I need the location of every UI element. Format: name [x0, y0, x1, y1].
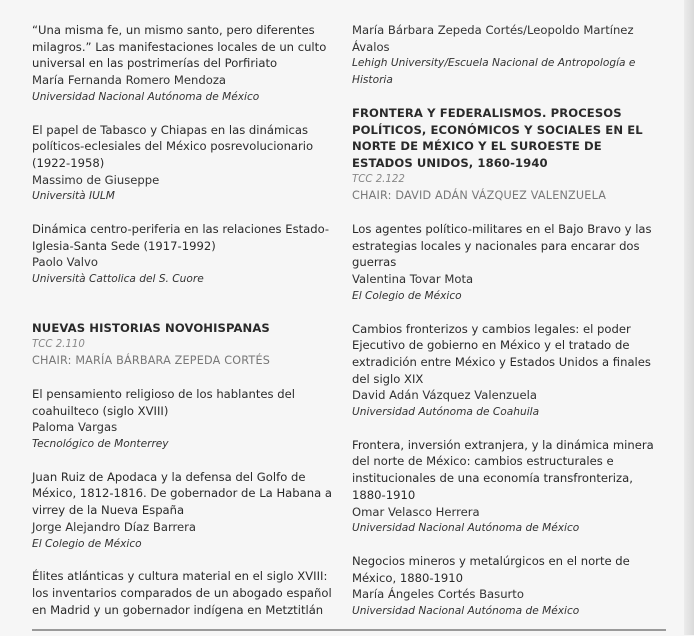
paper-author: Jorge Alejandro Díaz Barrera — [32, 519, 197, 534]
paper-entry — [32, 568, 337, 618]
left-column — [32, 22, 337, 634]
paper-author: Omar Velasco Herrera — [352, 504, 480, 519]
session-chair: CHAIR: MARÍA BÁRBARA ZEPEDA CORTÉS — [32, 354, 271, 368]
paper-author: María Ángeles Cortés Basurto — [352, 587, 524, 602]
paper-title: Negocios mineros y metalúrgicos en el norte de México, 1880-1910 — [352, 553, 630, 585]
paper-author: Paolo Valvo — [32, 255, 98, 270]
session-chair: CHAIR: DAVID ADÁN VÁZQUEZ VALENZUELA — [352, 189, 607, 203]
session-heading: FRONTERA Y FEDERALISMOS. PROCESOS POLÍTICOS, ECONÓMICOS Y SOCIALES EN EL NORTE DE MÉXICO Y EL SUROESTE DE ESTADOS UNIDOS, 1860-1940 — [352, 105, 643, 170]
paper-institution: Lehigh University/Escuela Nacional de Antropología e Historia — [352, 57, 636, 87]
paper-entry — [352, 221, 662, 305]
paper-institution: Universidad Nacional Autónoma de México — [352, 605, 580, 618]
session-heading: NUEVAS HISTORIAS NOVOHISPANAS — [32, 320, 270, 335]
paper-entry-continued — [352, 22, 662, 89]
paper-author: Valentina Tovar Mota — [352, 272, 474, 287]
paper-institution: Università IULM — [32, 190, 115, 203]
session-room-code: TCC 2.122 — [352, 173, 405, 185]
paper-author: María Bárbara Zepeda Cortés/Leopoldo Martínez Ávalos — [352, 23, 634, 54]
paper-institution: Universidad Nacional Autónoma de México — [32, 90, 260, 103]
paper-entry — [352, 553, 662, 620]
paper-author: María Fernanda Romero Mendoza — [32, 73, 227, 88]
paper-entry — [32, 221, 337, 288]
paper-title: “Una misma fe, un mismo santo, pero diferentes milagros.” Las manifestaciones locales de un culto universal en las postrimerías del Porfiriato — [32, 23, 327, 71]
paper-title: Los agentes político-militares en el Bajo Bravo y las estrategias locales y nacionales para encarar dos guerras — [352, 222, 652, 270]
session-block — [352, 105, 662, 205]
page-edge-shadow — [684, 0, 694, 635]
paper-entry — [32, 469, 337, 553]
paper-entry — [32, 122, 337, 206]
paper-author: David Adán Vázquez Valenzuela — [352, 388, 537, 403]
session-block — [32, 320, 337, 370]
paper-title: Juan Ruiz de Apodaca y la defensa del Golfo de México, 1812-1816. De gobernador de La Habana a virrey de la Nueva España — [32, 469, 332, 518]
paper-institution: Università Cattolica del S. Cuore — [32, 273, 204, 286]
paper-author: Paloma Vargas — [32, 420, 118, 435]
paper-institution: Universidad Nacional Autónoma de México — [352, 522, 580, 535]
paper-institution: El Colegio de México — [32, 537, 142, 550]
paper-title: El papel de Tabasco y Chiapas en las dinámicas políticos-eclesiales del México posrevolucionario (1922-1958) — [32, 122, 314, 170]
paper-entry — [32, 386, 337, 453]
right-column — [352, 22, 662, 636]
paper-author: Massimo de Giuseppe — [32, 172, 160, 187]
paper-institution: Tecnológico de Monterrey — [32, 438, 169, 451]
paper-institution: El Colegio de México — [352, 289, 462, 302]
paper-institution: Universidad Autónoma de Coahuila — [352, 406, 540, 419]
paper-title: Cambios fronterizos y cambios legales: el poder Ejecutivo de gobierno en México y el tratado de extradición entre México y Estados Unidos a finales del siglo XIX — [352, 321, 651, 386]
paper-entry — [352, 437, 662, 537]
paper-title: El pensamiento religioso de los hablantes del coahuilteco (siglo XVIII) — [32, 386, 295, 418]
session-room-code: TCC 2.110 — [32, 338, 85, 350]
paper-entry — [32, 22, 337, 106]
bottom-rule — [32, 629, 666, 631]
paper-title: Élites atlánticas y cultura material en el siglo XVIII: los inventarios comparados de un abogado español en Madrid y un gobernador indígena en Metztitlán — [32, 569, 332, 617]
paper-entry — [352, 321, 662, 421]
paper-title: Dinámica centro-periferia en las relaciones Estado-Iglesia-Santa Sede (1917-1992) — [32, 222, 330, 253]
paper-title: Frontera, inversión extranjera, y la dinámica minera del norte de México: cambios estructurales e institucionales de una economía transfronteriza, 1880-1910 — [352, 437, 654, 502]
